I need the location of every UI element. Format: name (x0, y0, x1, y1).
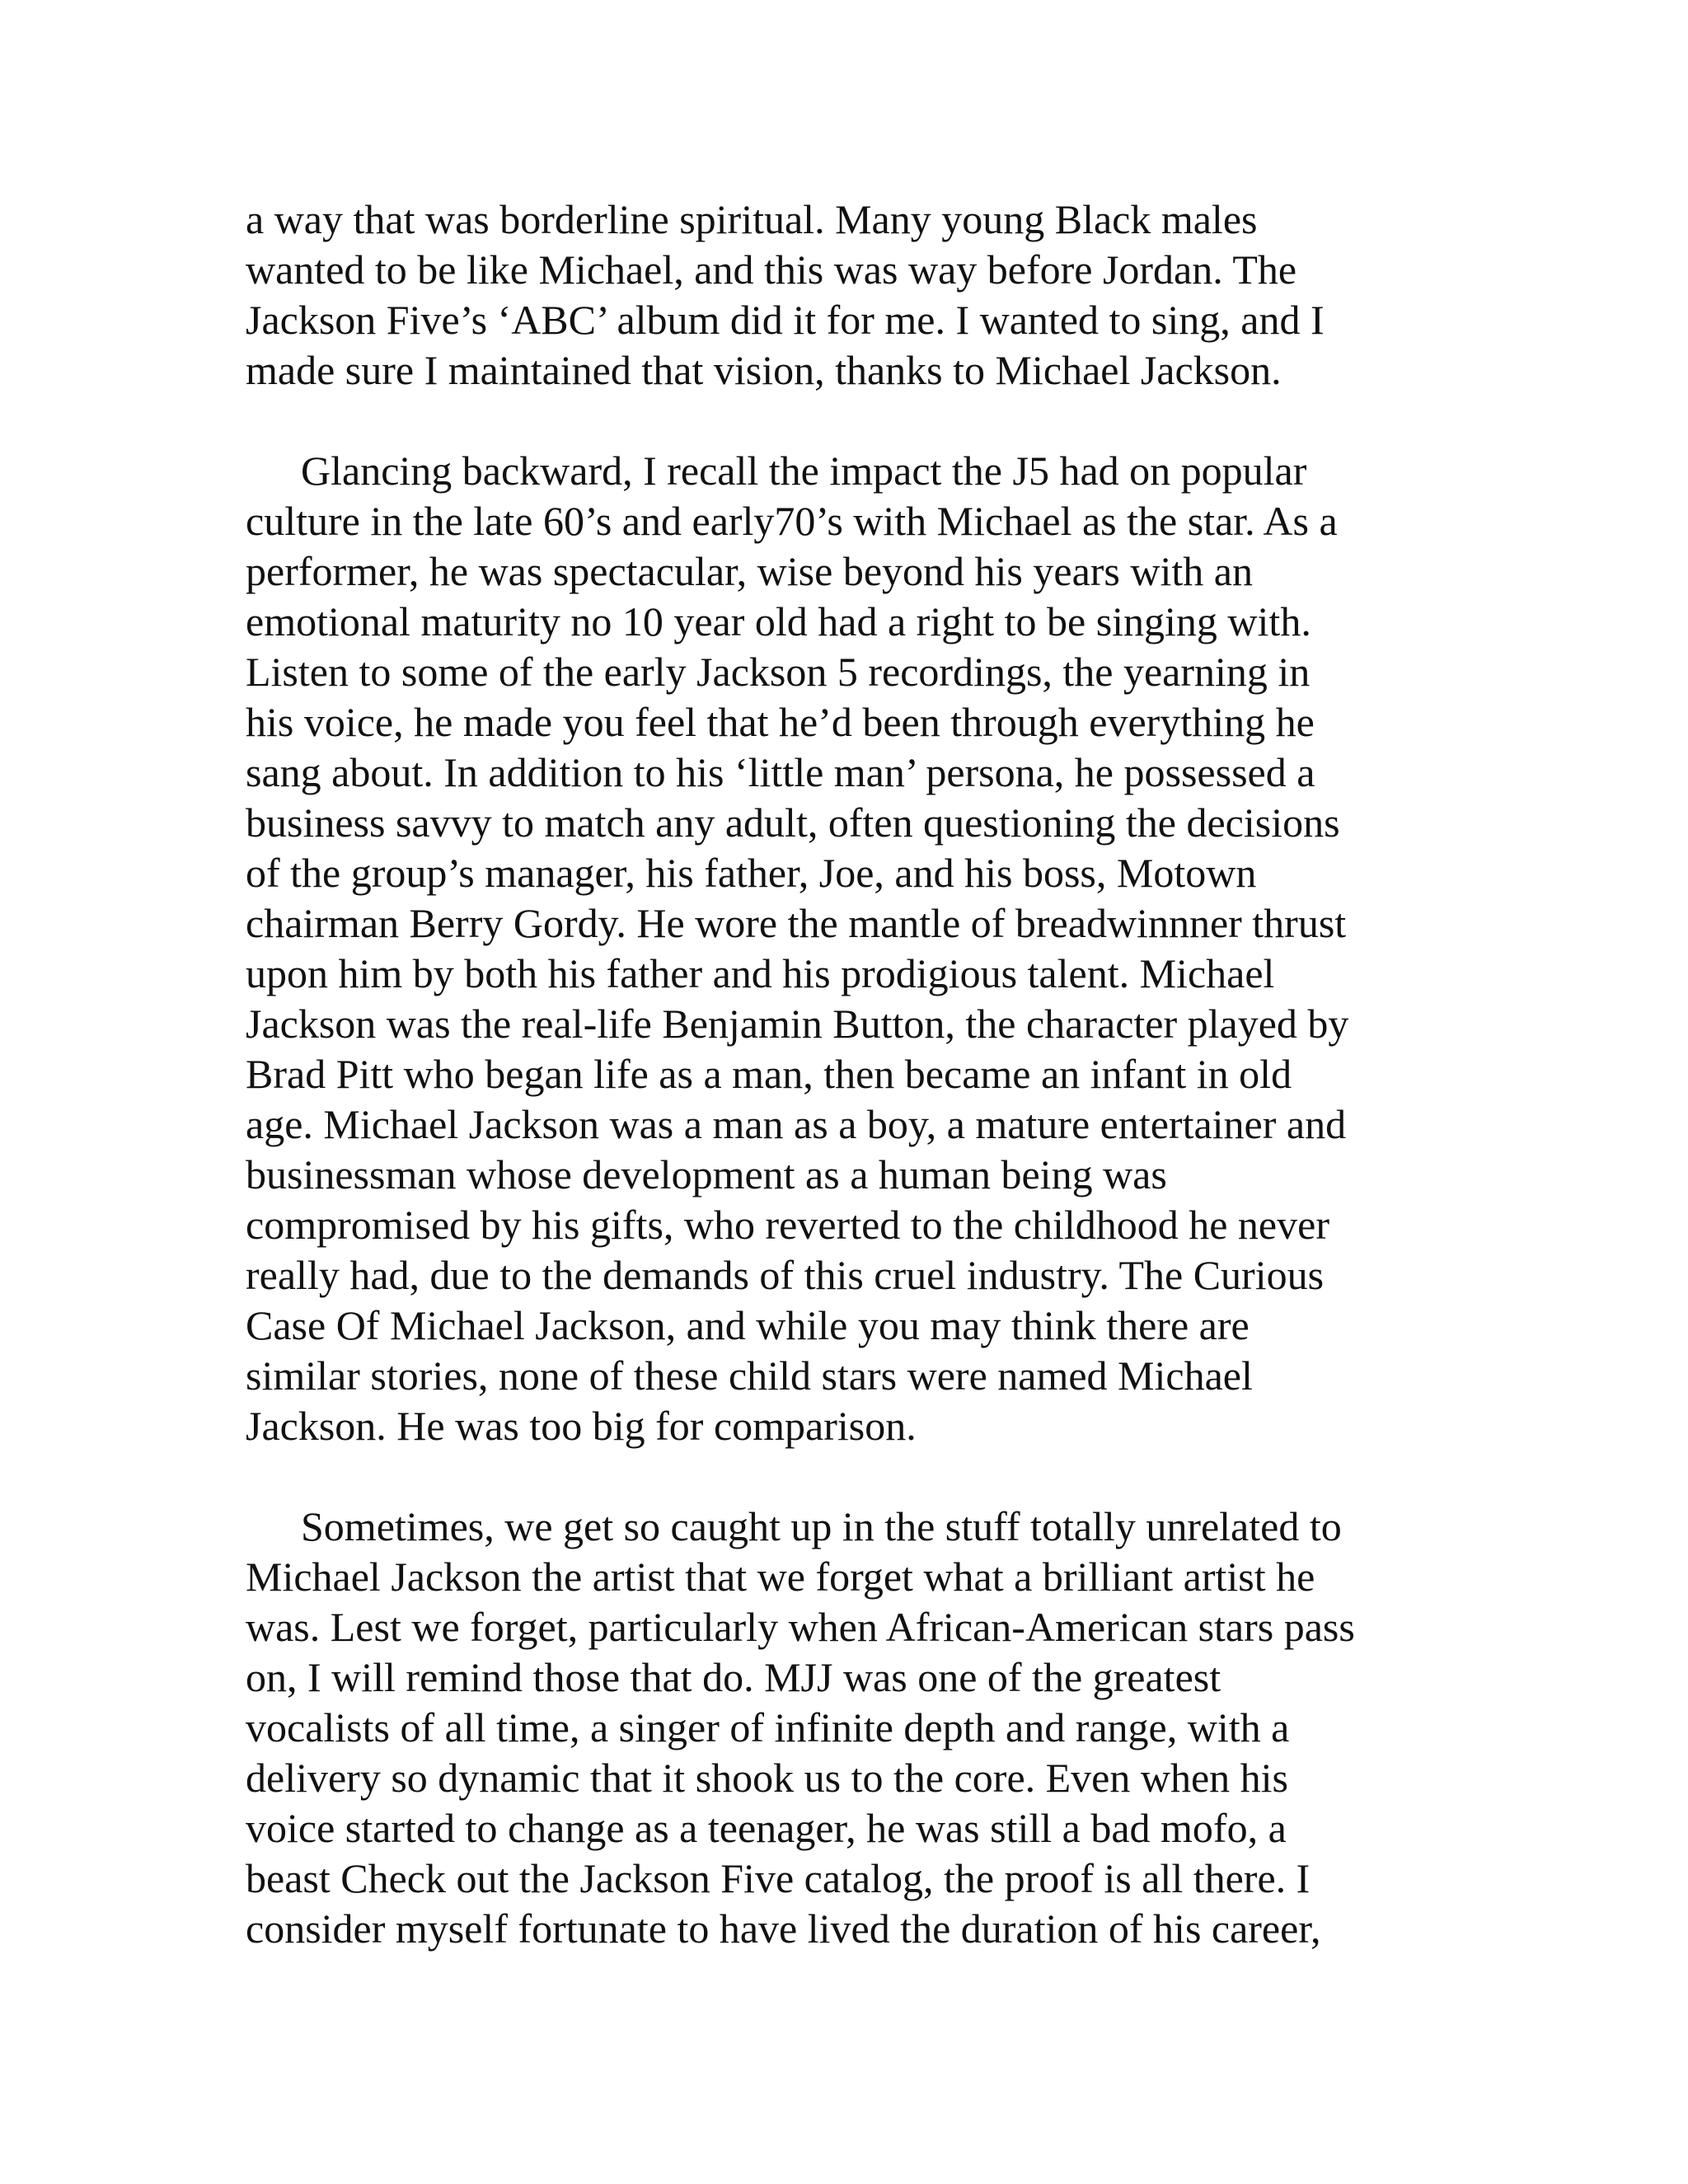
text-line: on, I will remind those that do. MJJ was one of the greatest (246, 1654, 1221, 1700)
text-line: chairman Berry Gordy. He wore the mantle of breadwinnner thrust (246, 900, 1347, 946)
text-line: vocalists of all time, a singer of infinite depth and range, with a (246, 1704, 1290, 1750)
text-line: of the group’s manager, his father, Joe, and his boss, Motown (246, 850, 1257, 896)
text-line: Case Of Michael Jackson, and while you may think there are (246, 1302, 1250, 1348)
text-line: upon him by both his father and his prodigious talent. Michael (246, 950, 1275, 996)
text-line: Jackson. He was too big for comparison. (246, 1403, 917, 1449)
paragraph-1 (246, 194, 1449, 396)
text-line: compromised by his gifts, who reverted to the childhood he never (246, 1202, 1329, 1248)
text-line: wanted to be like Michael, and this was way before Jordan. The (246, 246, 1297, 293)
text-line: businessman whose development as a human being was (246, 1151, 1167, 1197)
text-line: made sure I maintained that vision, thanks to Michael Jackson. (246, 347, 1282, 393)
text-line: performer, he was spectacular, wise beyond his years with an (246, 548, 1253, 594)
text-line: Listen to some of the early Jackson 5 recordings, the yearning in (246, 649, 1311, 695)
text-line: consider myself fortunate to have lived the duration of his career, (246, 1905, 1321, 1952)
text-line: sang about. In addition to his ‘little man’ persona, he possessed a (246, 749, 1315, 795)
paragraph-2 (246, 446, 1449, 1451)
text-line: was. Lest we forget, particularly when African-American stars pass (246, 1604, 1355, 1650)
text-line: Jackson was the real-life Benjamin Button, the character played by (246, 1001, 1349, 1047)
text-line: a way that was borderline spiritual. Many young Black males (246, 196, 1258, 242)
text-line: beast Check out the Jackson Five catalog, the proof is all there. I (246, 1855, 1311, 1901)
text-line-first: Glancing backward, I recall the impact the J5 had on popular (301, 448, 1307, 494)
text-line: really had, due to the demands of this cruel industry. The Curious (246, 1252, 1325, 1298)
text-line: his voice, he made you feel that he’d been through everything he (246, 699, 1315, 745)
text-line: emotional maturity no 10 year old had a right to be singing with. (246, 598, 1311, 644)
text-line: culture in the late 60’s and early70’s with Michael as the star. As a (246, 498, 1338, 544)
paragraph-3 (246, 1502, 1449, 1954)
paragraph-gap (246, 396, 1449, 446)
paragraph-gap (246, 1451, 1449, 1502)
text-line: similar stories, none of these child stars were named Michael (246, 1352, 1253, 1399)
text-line: age. Michael Jackson was a man as a boy, a mature entertainer and (246, 1101, 1347, 1147)
text-line: business savvy to match any adult, often questioning the decisions (246, 799, 1340, 846)
text-line: delivery so dynamic that it shook us to the core. Even when his (246, 1755, 1289, 1801)
body-text (246, 194, 1449, 1954)
text-line: Brad Pitt who began life as a man, then became an infant in old (246, 1051, 1292, 1097)
text-line: voice started to change as a teenager, he was still a bad mofo, a (246, 1805, 1287, 1851)
text-line: Michael Jackson the artist that we forget what a brilliant artist he (246, 1554, 1315, 1600)
text-line: Jackson Five’s ‘ABC’ album did it for me. I wanted to sing, and I (246, 297, 1325, 343)
text-line-first: Sometimes, we get so caught up in the stuff totally unrelated to (301, 1503, 1342, 1549)
